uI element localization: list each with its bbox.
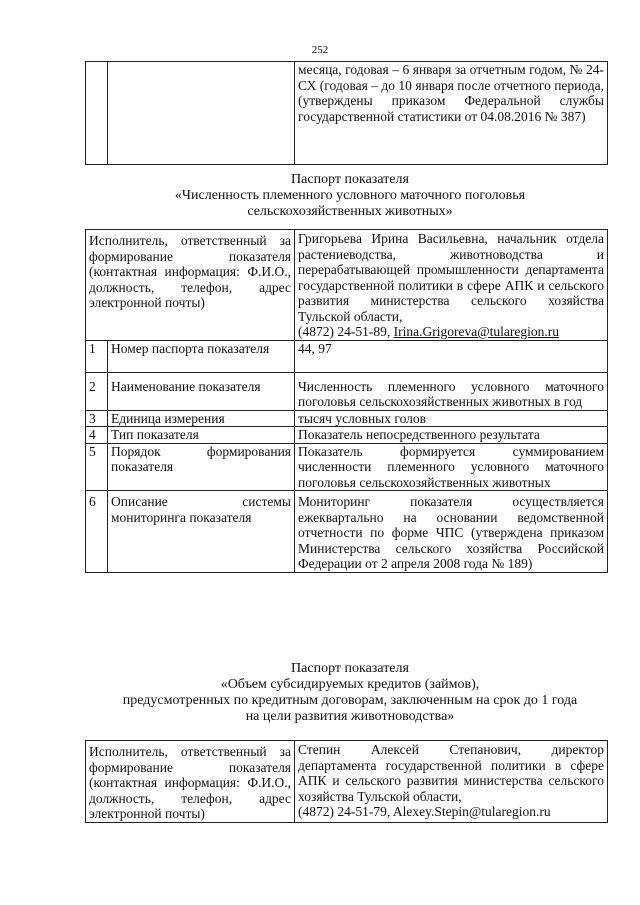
executor-label: Исполнитель, ответственный за формирование показателя (контактная информация: Ф.И.О., должность, телефон, адрес электронной почты) — [86, 741, 295, 823]
row-number: 1 — [86, 340, 108, 372]
row-value: Численность племенного условного маточного поголовья сельскохозяйственных животных в год — [295, 372, 608, 410]
row-label: Единица измерения — [108, 410, 295, 427]
title-line: «Объем субсидируемых кредитов (займов), — [220, 677, 480, 692]
row-label: Порядок формирования показателя — [108, 443, 295, 491]
row-value: Показатель формируется суммированием численности племенного условного маточного поголовья сельскохозяйственных животных — [295, 443, 608, 491]
top-continuation-table — [85, 61, 608, 165]
title-line: сельскохозяйственных животных» — [247, 204, 453, 219]
passport2-title — [90, 661, 610, 725]
row-number: 3 — [86, 410, 108, 427]
table-row — [86, 230, 608, 341]
executor-contact: (4872) 24-51-79, Alexey.Stepin@tularegion.ru — [298, 804, 551, 819]
table-row — [86, 62, 608, 165]
empty-cell — [108, 62, 295, 165]
table-row — [86, 491, 608, 573]
row-label: Тип показателя — [108, 427, 295, 444]
table-row — [86, 340, 608, 372]
row-number: 2 — [86, 372, 108, 410]
row-number: 6 — [86, 491, 108, 573]
row-value: Мониторинг показателя осуществляется ежеквартально на основании ведомственной отчетности по форме ЧПС (утверждена приказом Министерства сельского хозяйства Российской Федерации от 2 апреля 2008 года № 189) — [295, 491, 608, 573]
executor-phone: (4872) 24-51-89, — [298, 324, 391, 339]
executor-email-link[interactable]: Irina.Grigoreva@tularegion.ru — [393, 324, 559, 339]
title-line: Паспорт показателя — [291, 661, 409, 676]
table-row — [86, 427, 608, 444]
row-label: Описание системы мониторинга показателя — [108, 491, 295, 573]
executor-text: Степин Алексей Степанович, директор департамента государственной политики в сфере АПК и сельского развития министерства сельского хозяйства Тульской области, — [298, 742, 604, 804]
executor-value — [295, 230, 608, 341]
row-label: Наименование показателя — [108, 372, 295, 410]
table-row — [86, 741, 608, 823]
row-value: 44, 97 — [295, 340, 608, 372]
passport1-title — [90, 172, 610, 220]
row-number: 4 — [86, 427, 108, 444]
table-row — [86, 443, 608, 491]
empty-cell — [86, 62, 108, 165]
title-line: Паспорт показателя — [291, 172, 409, 187]
title-line: предусмотренных по кредитным договорам, заключенным на срок до 1 года — [122, 693, 578, 708]
reporting-deadline-text: месяца, годовая – 6 января за отчетным годом, № 24-СХ (годовая – до 10 января после отчетного периода, (утверждены приказом Федеральной службы государственной статистики от 04.08.2016 № 387) — [295, 62, 608, 165]
executor-contact — [298, 324, 604, 340]
passport1-table — [85, 229, 608, 573]
executor-label: Исполнитель, ответственный за формирование показателя (контактная информация: Ф.И.О., должность, телефон, адрес электронной почты) — [86, 230, 295, 341]
executor-value — [295, 741, 608, 823]
executor-text: Григорьева Ирина Васильевна, начальник отдела растениеводства, животноводства и перерабатывающей промышленности департамента государственной политики в сфере АПК и сельского развития министерства сельского хозяйства Тульской области, — [298, 231, 604, 324]
title-line: «Численность племенного условного маточного поголовья — [174, 188, 526, 203]
row-label: Номер паспорта показателя — [108, 340, 295, 372]
title-line: на цели развития животноводства» — [245, 709, 455, 724]
row-value: тысяч условных голов — [295, 410, 608, 427]
row-value: Показатель непосредственного результата — [295, 427, 608, 444]
table-row — [86, 372, 608, 410]
row-number: 5 — [86, 443, 108, 491]
page-number: 252 — [311, 44, 329, 56]
passport2-table — [85, 740, 608, 823]
table-row — [86, 410, 608, 427]
